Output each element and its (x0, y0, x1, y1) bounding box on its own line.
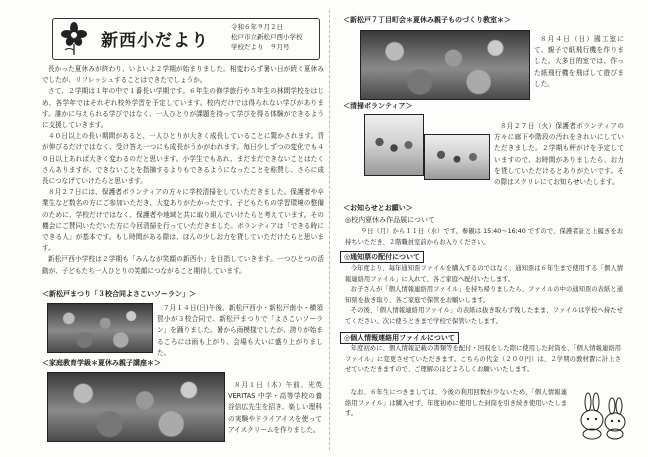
notice-2-body-2: お子さんが「個人情報連絡用ファイル」を持ち帰りましたら、ファイルの中の通知票の表紙と通知票を抜き取り、各ご家庭で保管をお願いします。 (345, 286, 623, 304)
masthead (52, 18, 320, 60)
notices-heading: ＜お知らせとお願い＞ (343, 204, 413, 212)
kyoiku-body: ８月１日（木）午前、光英 VERITAS 中学・高等学校の養谷信広先生を招き、楽しい理科の実験やドライアイスを使ってアイスクリームを作りました。 (228, 381, 322, 434)
column-divider (329, 10, 330, 450)
monozukuri-text (534, 34, 624, 90)
monozukuri-photo (360, 30, 530, 100)
seiso-text (494, 121, 624, 188)
issue-date: 令和６年９月２日 (231, 23, 283, 31)
notice-3-heading: ◎個人情報連絡用ファイルについて (340, 332, 459, 344)
kyoiku-text (228, 380, 322, 436)
notice-2-text (345, 264, 623, 328)
notice-1-text (345, 227, 623, 248)
matsuri-photo (47, 303, 153, 353)
page-title: 新西小だより (101, 31, 209, 51)
school-name: 松戸市立新松戸西小学校 (231, 33, 303, 41)
notice-1-body: ９日（月）から１１日（水）です。参観は 15:40～16:40 ですので、保護者証と上履きをお持ちいただき、２階職員室前からお入りください。 (345, 228, 623, 246)
notice-1-heading: ◎校内夏休み作品展について (345, 216, 435, 224)
flower-icon (58, 20, 90, 56)
matsuri-text (157, 303, 323, 359)
notice-2-body-3: その後、「個人情報連絡用ファイル」の表紙は抜き取らず残したまま、ファイルは学校へ持たせてください。次に使うときまで学校で保管いたします。 (345, 307, 623, 325)
notice-3-body-1: 年度初めに、個人情報記載の書類等を配付・回収をした際に使用した封筒を、「個人情報連絡用ファイル」に変更させていただきます。こちらの代金（２００円）は、２学期の教材費に計上させていただきますので、ご理解のほどよろしくお願いいたします。 (345, 345, 621, 374)
notice-3-body-2: なお、６年生につきましては、今後の利用回数が少ないため、「個人情報連絡用ファイル」は購入せず、年度初めに使用した封筒を引き続き使用いたします。 (345, 389, 567, 418)
intro-paragraph: 長かった夏休みが終わり、いよいよ２学期が始まりました。相変わらず暑い日が続く夏休みでしたが、リフレッシュすることはできたでしょうか。 (42, 65, 324, 85)
intro-paragraph: 新松戸西小学校は２学期も「みんなが笑顔の新西小」を目指していきます。一つひとつの活動が、子どもたち一人ひとりの笑顔につながること期待しています。 (42, 255, 324, 275)
kyoiku-photo (47, 372, 225, 442)
matsuri-heading: ＜新松戸まつり「３校合同よさこいソーラン」＞ (42, 290, 196, 298)
intro-paragraph: さて、２学期は１年の中で１番長い学期です。６年生の修学旅行や５年生の林間学校をはじめ、各学年ではそれぞれ校外学習を予定しています。校内だけでは得られない学びがあります。誰かに与えられる学びではなく、一人ひとりが課題を持って学びを得る体験ができるように支援していきます。 (42, 87, 324, 130)
intro-text (42, 64, 324, 277)
notice-3-text (345, 344, 621, 376)
seiso-heading: ＜清掃ボランティア＞ (343, 102, 413, 110)
bunny-illustration-icon (572, 392, 630, 440)
monozukuri-heading: ＜新松戸７丁目町会＊夏休み親子ものづくり教室＊＞ (343, 16, 511, 24)
seiso-body: ８月２７日（火）保護者ボランティアの方々に廊下や階段の汚れをきれいにしていただきました。２学期も秤がけを予定していますので、お時間がありましたら、お力を貸していただけるとありがたいです。その際はスクリレにてお知らせいたします。 (494, 122, 624, 187)
notice-3-text-2 (345, 388, 567, 420)
matsuri-body: ７月１４日(日)午後、新松戸西小・新松戸南小・横須賀小が３校合同で、新松戸まつりで「よさこいソーラン」を踊りました。暑から雨模様でしたが、誇りが始まるころには雨も上がり、会場も大いに盛り上がりました。 (157, 304, 323, 357)
intro-paragraph: ４０日以上の長い期間があると、一人ひとりが大きく成長していることに驚かされます。背が伸びるだけではなく、受け答え一つにも成長がうかがわれます。毎日少しずつの変化でも４０日以上あれば大きく変わるのだと思います。小学生でもあれ、まだまだできないことはたくさんありますが、できないことを指摘するよりもできるようになったことを称賛し、さらに成長につなげていけたらと思います。 (42, 132, 324, 186)
masthead-meta (231, 22, 303, 52)
kyoiku-heading: ＜家庭教育学級＊夏休み親子講座＊＞ (42, 359, 161, 367)
seiso-photo-1 (364, 114, 424, 176)
intro-paragraph: ８月２７日には、保護者ボランティアの方々に学校清掃をしていただきました。保護者や卒業生など数名の方にご参加いただき、大変ありがたかったです。子どもたちの学習環境の整備のために、学校だけではなく、保護者や地域と共に取り組んでいけたらと考えています。その機会にご賛同いただいた方に今回清掃を行っていただきました。ボランティアは「できる時にできる人」が基本です。もし時間がある際は、ほんの少しお力を貸していただけたらと思います。 (42, 188, 324, 253)
notice-2-body-1: 今年度より、毎年通知票ファイルを購入するのではなく、通知票は６年生まで使用する「個人情報連絡用ファイル」に入れて、各ご家庭へ配付いたします。 (345, 265, 623, 283)
monozukuri-body: ８月４日（日）國工室にて、親子で紙飛行機を作りました。大多目的室では、作った紙飛行機を飛ばして遊びました。 (534, 35, 624, 88)
notice-2-heading: ◎通知票の配付について (340, 251, 424, 263)
issue-label: 学校だより ９月号 (231, 43, 290, 51)
seiso-photo-2 (424, 134, 490, 180)
